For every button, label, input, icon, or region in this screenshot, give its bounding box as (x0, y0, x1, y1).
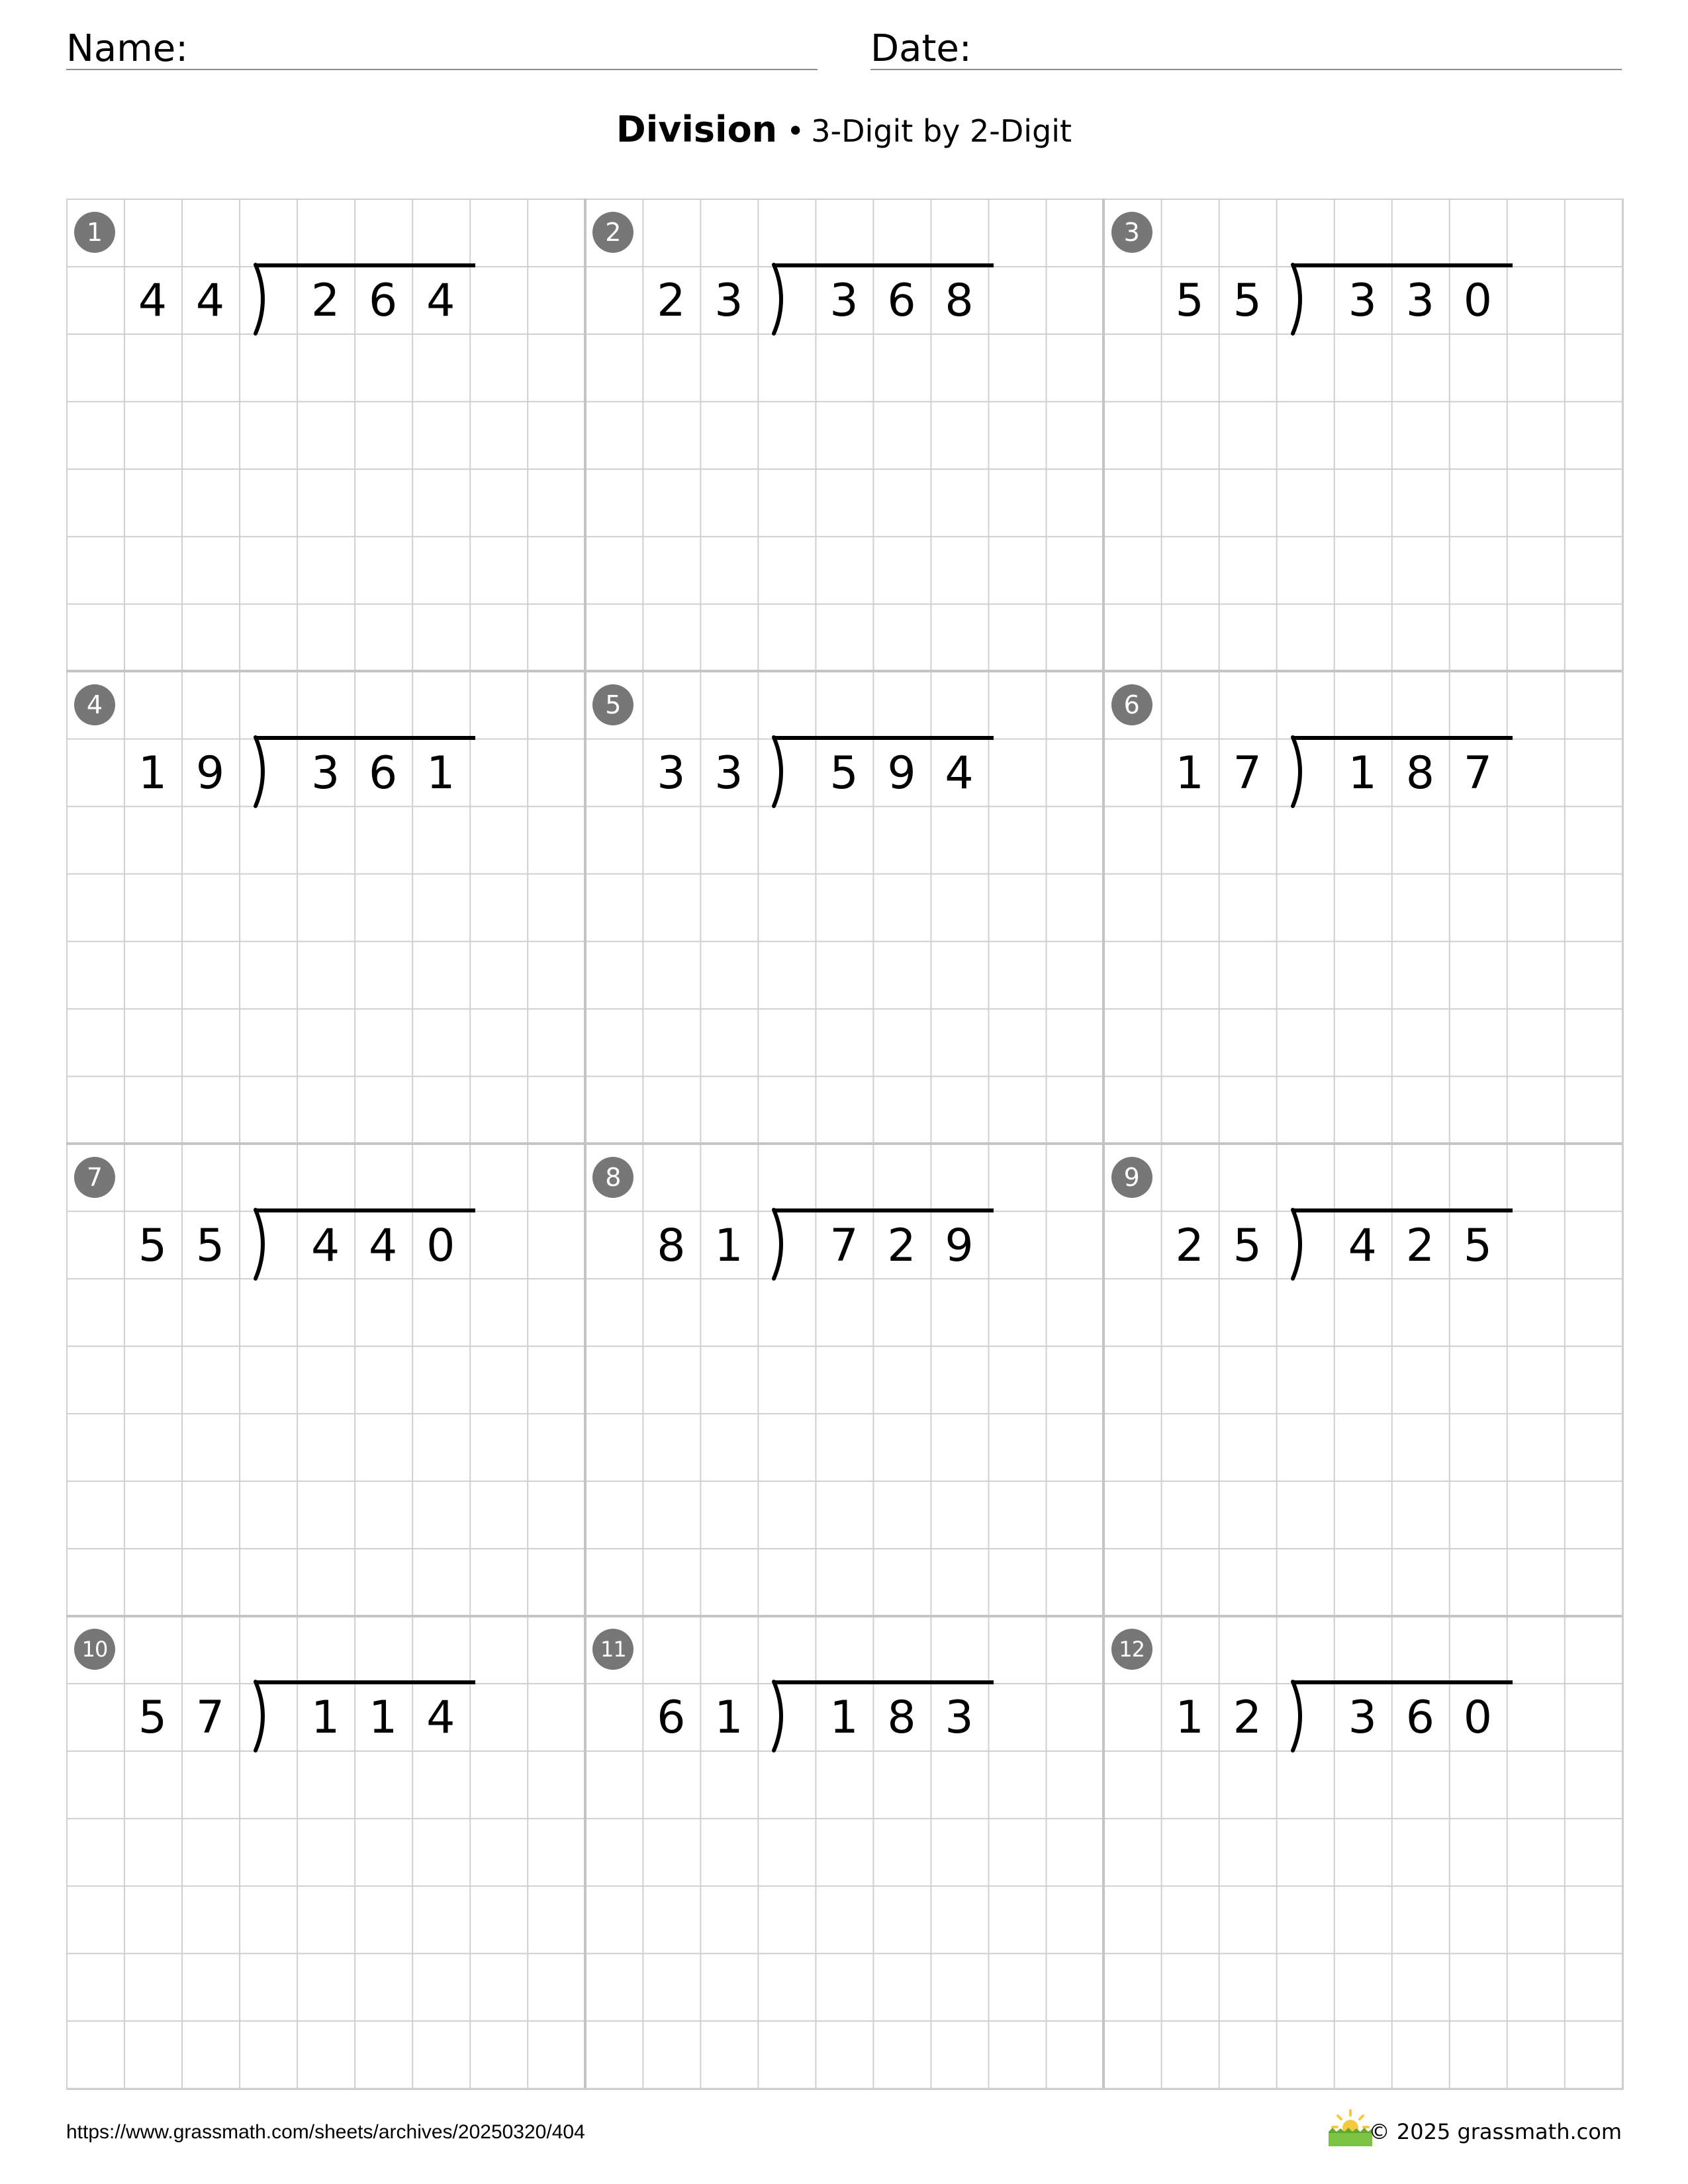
problem-number-badge: 6 (1111, 684, 1152, 725)
dividend-digit: 3 (1348, 275, 1377, 327)
footer-url: https://www.grassmath.com/sheets/archives/20250320/404 (66, 2121, 585, 2143)
problem-number-badge: 4 (74, 684, 115, 725)
problem-number-badge: 11 (592, 1629, 633, 1670)
problem-number-badge: 7 (74, 1157, 115, 1198)
problem-cell (66, 1615, 585, 2087)
divisor-digit: 3 (657, 747, 686, 799)
dividend-digit: 1 (369, 1692, 398, 1745)
dividend-digit: 4 (311, 1219, 340, 1272)
title-separator: • (786, 113, 805, 149)
division-bracket (1286, 733, 1326, 811)
problem-cell (585, 1615, 1103, 2087)
divisor-digit: 1 (138, 747, 167, 799)
dividend-digit: 2 (887, 1219, 916, 1272)
dividend-digit: 5 (829, 747, 859, 799)
dividend-digit: 1 (1348, 747, 1377, 799)
dividend-digit: 9 (945, 1219, 974, 1272)
dividend-digit: 0 (1463, 1692, 1492, 1745)
dividend-digit: 7 (1463, 747, 1492, 799)
problem-cell (1103, 199, 1622, 670)
division-problem (66, 1683, 585, 1751)
dividend-digit: 3 (829, 275, 859, 327)
problem-cell (66, 671, 585, 1143)
dividend-digit: 0 (426, 1219, 455, 1272)
division-problem (585, 739, 1103, 806)
footer-copyright: © 2025 grassmath.com (1368, 2119, 1622, 2144)
division-bracket (249, 733, 289, 811)
problem-number-badge: 12 (1111, 1629, 1152, 1670)
problem-number-badge: 5 (592, 684, 633, 725)
dividend-digit: 8 (887, 1692, 916, 1745)
dividend-digit: 8 (945, 275, 974, 327)
problem-number-badge: 10 (74, 1629, 115, 1670)
dividend-digit: 3 (1348, 1692, 1377, 1745)
dividend-digit: 6 (1405, 1692, 1434, 1745)
division-bracket (767, 1206, 807, 1284)
problem-cell (1103, 671, 1622, 1143)
worksheet-title (0, 106, 1688, 162)
divisor-digit: 1 (1175, 747, 1204, 799)
divisor-digit: 8 (657, 1219, 686, 1272)
dividend-digit: 1 (426, 747, 455, 799)
division-bracket (249, 1206, 289, 1284)
dividend-digit: 3 (945, 1692, 974, 1745)
division-problem (66, 266, 585, 334)
dividend-digit: 1 (311, 1692, 340, 1745)
division-bracket (249, 1678, 289, 1756)
dividend-digit: 4 (945, 747, 974, 799)
divisor-digit: 1 (714, 1219, 743, 1272)
division-problem (66, 1211, 585, 1279)
divisor-digit: 7 (195, 1692, 225, 1745)
divisor-digit: 3 (714, 747, 743, 799)
problem-cell (66, 1144, 585, 1615)
problem-cell (585, 671, 1103, 1143)
problem-cell (585, 1144, 1103, 1615)
divisor-digit: 5 (1233, 275, 1262, 327)
dividend-digit: 7 (829, 1219, 859, 1272)
dividend-digit: 2 (1405, 1219, 1434, 1272)
dividend-digit: 6 (369, 275, 398, 327)
problem-number-badge: 2 (592, 212, 633, 253)
dividend-digit: 1 (829, 1692, 859, 1745)
divisor-digit: 5 (138, 1219, 167, 1272)
dividend-digit: 8 (1405, 747, 1434, 799)
dividend-digit: 4 (426, 1692, 455, 1745)
division-problem (1103, 739, 1622, 806)
problem-cell (585, 199, 1103, 670)
divisor-digit: 4 (138, 275, 167, 327)
divisor-digit: 1 (1175, 1692, 1204, 1745)
division-problem (585, 1683, 1103, 1751)
division-bracket (1286, 1206, 1326, 1284)
title-subtitle: 3-Digit by 2-Digit (811, 113, 1072, 149)
divisor-digit: 5 (138, 1692, 167, 1745)
problem-grid (66, 199, 1624, 2090)
dividend-digit: 3 (1405, 275, 1434, 327)
dividend-digit: 6 (369, 747, 398, 799)
divisor-digit: 2 (1233, 1692, 1262, 1745)
dividend-digit: 4 (1348, 1219, 1377, 1272)
dividend-digit: 0 (1463, 275, 1492, 327)
dividend-digit: 5 (1463, 1219, 1492, 1272)
divisor-digit: 6 (657, 1692, 686, 1745)
division-problem (585, 266, 1103, 334)
name-field[interactable] (66, 24, 818, 70)
problem-cell (1103, 1615, 1622, 2087)
divisor-digit: 5 (1233, 1219, 1262, 1272)
division-problem (1103, 266, 1622, 334)
sun-over-grass-icon (1327, 2108, 1374, 2148)
date-label: Date: (870, 27, 972, 70)
divisor-digit: 7 (1233, 747, 1262, 799)
problem-number-badge: 8 (592, 1157, 633, 1198)
division-problem (1103, 1683, 1622, 1751)
division-problem (1103, 1211, 1622, 1279)
divisor-digit: 5 (1175, 275, 1204, 327)
divisor-digit: 9 (195, 747, 225, 799)
problem-number-badge: 1 (74, 212, 115, 253)
dividend-digit: 6 (887, 275, 916, 327)
division-problem (66, 739, 585, 806)
divisor-digit: 5 (195, 1219, 225, 1272)
problem-cell (1103, 1144, 1622, 1615)
division-bracket (767, 1678, 807, 1756)
divisor-digit: 1 (714, 1692, 743, 1745)
name-label: Name: (66, 27, 189, 70)
division-bracket (767, 733, 807, 811)
division-problem (585, 1211, 1103, 1279)
problem-number-badge: 3 (1111, 212, 1152, 253)
divisor-digit: 4 (195, 275, 225, 327)
dividend-digit: 2 (311, 275, 340, 327)
problem-number-badge: 9 (1111, 1157, 1152, 1198)
dividend-digit: 4 (369, 1219, 398, 1272)
problem-cell (66, 199, 585, 670)
dividend-digit: 4 (426, 275, 455, 327)
division-bracket (767, 261, 807, 339)
dividend-digit: 3 (311, 747, 340, 799)
division-bracket (249, 261, 289, 339)
divisor-digit: 3 (714, 275, 743, 327)
date-field[interactable] (870, 24, 1622, 70)
divisor-digit: 2 (1175, 1219, 1204, 1272)
division-bracket (1286, 261, 1326, 339)
divisor-digit: 2 (657, 275, 686, 327)
title-main: Division (616, 109, 778, 150)
division-bracket (1286, 1678, 1326, 1756)
dividend-digit: 9 (887, 747, 916, 799)
